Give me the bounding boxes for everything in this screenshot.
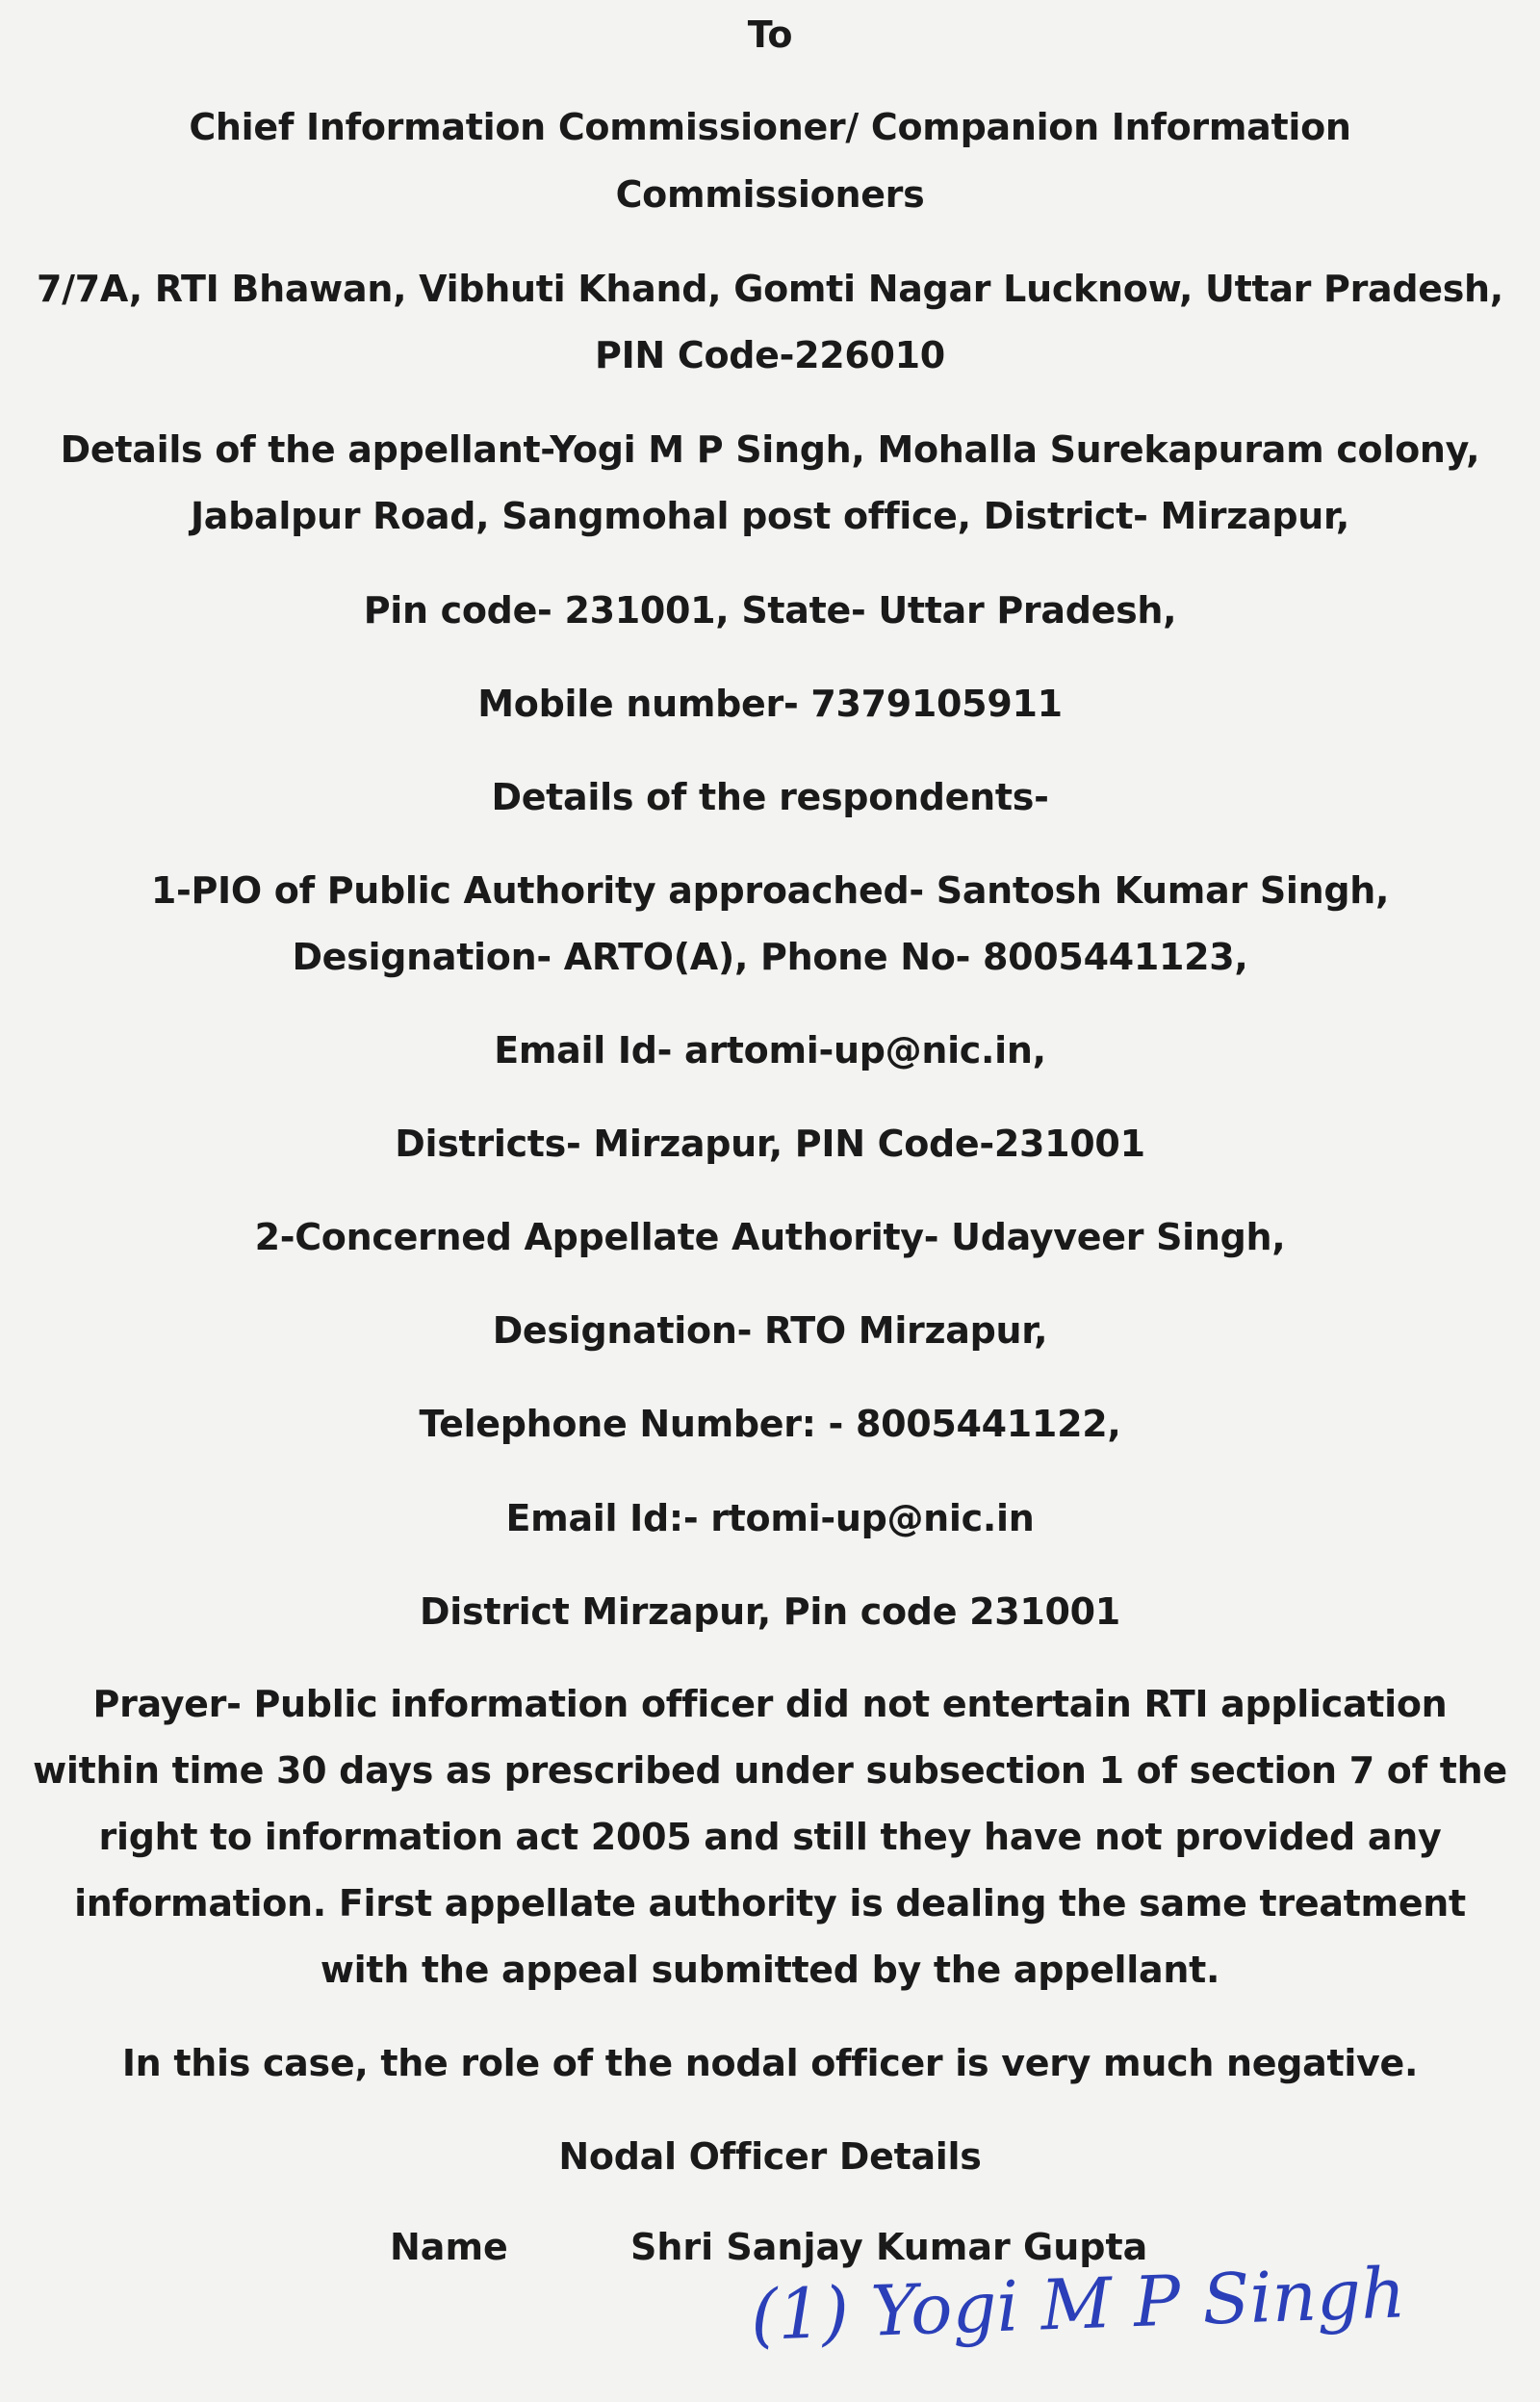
address-line-2: PIN Code-226010 <box>595 334 945 376</box>
nodal-heading: Nodal Officer Details <box>558 2135 982 2178</box>
nodal-name-value: Shri Sanjay Kumar Gupta <box>630 2226 1148 2268</box>
respondent-2-email: Email Id:- rtomi-up@nic.in <box>505 1497 1035 1539</box>
prayer-line-3: right to information act 2005 and still they have not provided any <box>98 1816 1442 1858</box>
signature-text: (1) Yogi M P Singh <box>749 2252 1407 2356</box>
salutation: To <box>747 13 793 56</box>
respondent-1-line-1: 1-PIO of Public Authority approached- Santosh Kumar Singh, <box>150 869 1390 912</box>
handwritten-signature <box>749 2252 1444 2402</box>
addressee-line-1: Chief Information Commissioner/ Companion Information <box>189 106 1351 148</box>
address-line-1: 7/7A, RTI Bhawan, Vibhuti Khand, Gomti Nagar Lucknow, Uttar Pradesh, <box>37 268 1503 310</box>
respondent-2-district: District Mirzapur, Pin code 231001 <box>420 1590 1120 1633</box>
respondent-2-phone: Telephone Number: - 8005441122, <box>419 1403 1121 1445</box>
respondent-2-line-1: 2-Concerned Appellate Authority- Udayveer Singh, <box>254 1216 1286 1258</box>
nodal-name-label: Name <box>390 2226 508 2268</box>
respondent-1-district: Districts- Mirzapur, PIN Code-231001 <box>395 1123 1145 1165</box>
appellant-line-1: Details of the appellant-Yogi M P Singh, Mohalla Surekapuram colony, <box>60 428 1480 471</box>
respondent-2-designation: Designation- RTO Mirzapur, <box>492 1309 1048 1352</box>
prayer-line-5: with the appeal submitted by the appellant. <box>320 1949 1220 1991</box>
prayer-line-2: within time 30 days as prescribed under subsection 1 of section 7 of the <box>33 1749 1507 1792</box>
respondent-1-email: Email Id- artomi-up@nic.in, <box>494 1029 1046 1072</box>
addressee-line-2: Commissioners <box>615 173 925 216</box>
respondent-1-line-2: Designation- ARTO(A), Phone No- 8005441123, <box>292 936 1248 978</box>
appellant-line-2: Jabalpur Road, Sangmohal post office, District- Mirzapur, <box>190 495 1350 537</box>
appellant-line-3: Pin code- 231001, State- Uttar Pradesh, <box>363 589 1177 632</box>
nodal-statement: In this case, the role of the nodal officer is very much negative. <box>121 2042 1419 2084</box>
appellant-mobile: Mobile number- 7379105911 <box>477 683 1063 725</box>
prayer-line-1: Prayer- Public information officer did not entertain RTI application <box>92 1683 1448 1725</box>
prayer-line-4: information. First appellate authority is dealing the same treatment <box>74 1882 1466 1924</box>
respondents-heading: Details of the respondents- <box>491 776 1049 818</box>
